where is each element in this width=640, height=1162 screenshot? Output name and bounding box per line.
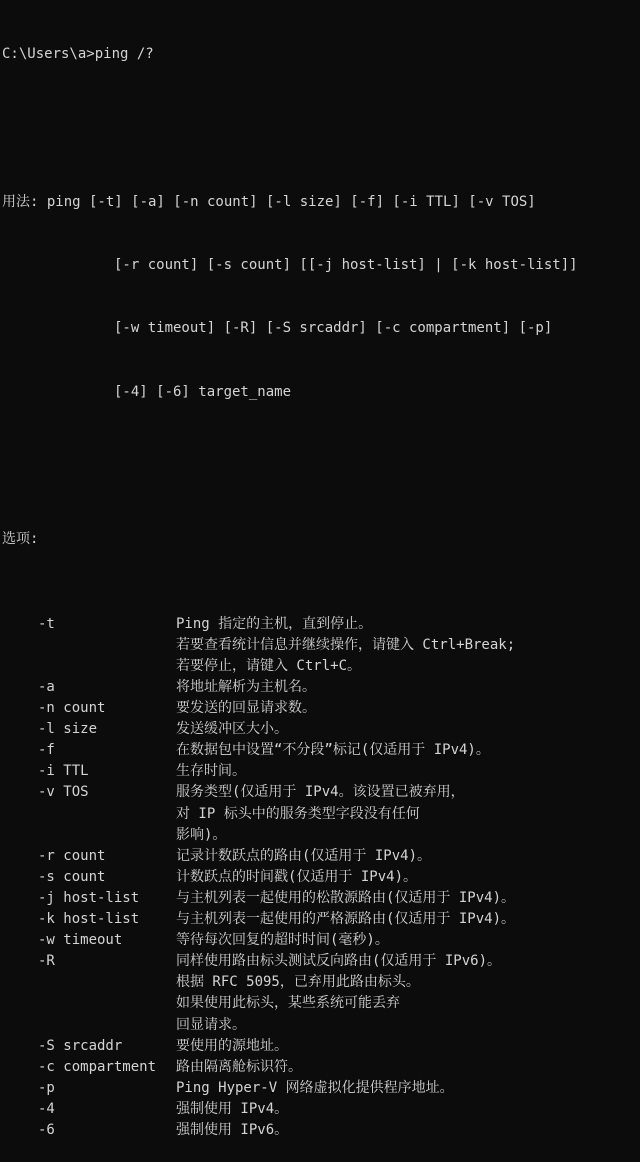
option-flag: -6 xyxy=(38,1121,55,1138)
option-description: 要使用的源地址。 xyxy=(176,1037,288,1054)
option-row xyxy=(2,930,640,951)
option-row xyxy=(2,888,640,909)
option-row xyxy=(2,740,640,761)
options-list xyxy=(2,614,640,1141)
option-flag: -t xyxy=(38,615,55,632)
option-description: 对 IP 标头中的服务类型字段没有任何 xyxy=(176,805,420,822)
option-description: Ping Hyper-V 网络虚拟化提供程序地址。 xyxy=(176,1079,454,1096)
option-row xyxy=(2,825,640,846)
prompt: C:\Users\a> xyxy=(2,46,95,63)
blank-line xyxy=(2,107,640,128)
prompt-line xyxy=(2,44,640,65)
option-description: 强制使用 IPv4。 xyxy=(176,1100,289,1117)
option-flag: -l size xyxy=(38,721,98,738)
option-description: 同样使用路由标头测试反向路由(仅适用于 IPv6)。 xyxy=(176,953,501,970)
usage-syntax-cont: [-w timeout] [-R] [-S srcaddr] [-c compartment] [-p] xyxy=(114,320,553,337)
option-row xyxy=(2,951,640,972)
option-flag: -f xyxy=(38,742,55,759)
option-row xyxy=(2,761,640,782)
option-flag: -p xyxy=(38,1079,55,1096)
option-row xyxy=(2,1057,640,1078)
usage-label: 用法: xyxy=(2,193,47,210)
usage-syntax-cont: [-r count] [-s count] [[-j host-list] | [-k host-list]] xyxy=(114,257,578,274)
option-row xyxy=(2,782,640,803)
option-row xyxy=(2,1099,640,1120)
option-description: 强制使用 IPv6。 xyxy=(176,1121,289,1138)
option-flag: -k host-list xyxy=(38,911,140,928)
option-flag: -j host-list xyxy=(38,889,140,906)
option-description: Ping 指定的主机，直到停止。 xyxy=(176,615,373,632)
option-row xyxy=(2,993,640,1014)
option-row xyxy=(2,698,640,719)
option-row xyxy=(2,656,640,677)
option-flag: -s count xyxy=(38,868,106,885)
option-description: 与主机列表一起使用的严格源路由(仅适用于 IPv4)。 xyxy=(176,911,515,928)
option-flag: -w timeout xyxy=(38,932,123,949)
option-description: 与主机列表一起使用的松散源路由(仅适用于 IPv4)。 xyxy=(176,889,515,906)
option-description: 发送缓冲区大小。 xyxy=(176,721,288,738)
usage-continuation xyxy=(2,255,640,276)
option-flag: -R xyxy=(38,953,55,970)
option-flag: -i TTL xyxy=(38,763,89,780)
usage-syntax-cont: [-4] [-6] target_name xyxy=(114,383,292,400)
command: ping /? xyxy=(94,46,154,63)
usage-line xyxy=(2,192,640,213)
option-flag: -r count xyxy=(38,847,106,864)
option-row xyxy=(2,1078,640,1099)
option-description: 生存时间。 xyxy=(176,763,246,780)
option-flag: -a xyxy=(38,679,55,695)
blank-line xyxy=(2,466,640,487)
option-description: 计数跃点的时间戳(仅适用于 IPv4)。 xyxy=(176,868,418,885)
option-description: 影响)。 xyxy=(176,826,227,843)
option-flag: -c compartment xyxy=(38,1058,157,1075)
option-flag: -v TOS xyxy=(38,784,89,801)
option-row xyxy=(2,1036,640,1057)
option-row xyxy=(2,719,640,740)
option-description: 路由隔离舱标识符。 xyxy=(176,1058,302,1075)
option-description: 如果使用此标头，某些系统可能丢弃 xyxy=(176,995,400,1012)
option-description: 服务类型(仅适用于 IPv4。该设置已被弃用， xyxy=(176,784,465,801)
option-row xyxy=(2,614,640,635)
option-row xyxy=(2,804,640,825)
usage-continuation xyxy=(2,382,640,403)
option-row xyxy=(2,867,640,888)
option-row xyxy=(2,846,640,867)
option-description: 若要停止，请键入 Ctrl+C。 xyxy=(176,657,362,674)
option-description: 根据 RFC 5095，已弃用此路由标头。 xyxy=(176,974,420,991)
option-description: 等待每次回复的超时时间(毫秒)。 xyxy=(176,932,389,949)
option-flag: -4 xyxy=(38,1100,55,1117)
option-description: 要发送的回显请求数。 xyxy=(176,700,316,717)
usage-syntax: ping [-t] [-a] [-n count] [-l size] [-f] [-i TTL] [-v TOS] xyxy=(46,193,536,210)
option-row xyxy=(2,909,640,930)
option-row xyxy=(2,635,640,656)
option-flag: -n count xyxy=(38,700,106,717)
option-row xyxy=(2,1120,640,1141)
options-header: 选项: xyxy=(2,531,39,548)
option-description: 记录计数跃点的路由(仅适用于 IPv4)。 xyxy=(176,847,432,864)
option-description: 将地址解析为主机名。 xyxy=(176,679,316,695)
usage-continuation xyxy=(2,318,640,339)
option-description: 回显请求。 xyxy=(176,1016,246,1033)
option-flag: -S srcaddr xyxy=(38,1037,123,1054)
option-description: 若要查看统计信息并继续操作，请键入 Ctrl+Break; xyxy=(176,636,516,653)
option-description: 在数据包中设置“不分段”标记(仅适用于 IPv4)。 xyxy=(176,742,490,759)
option-row xyxy=(2,677,640,698)
option-row xyxy=(2,972,640,993)
option-row xyxy=(2,1015,640,1036)
